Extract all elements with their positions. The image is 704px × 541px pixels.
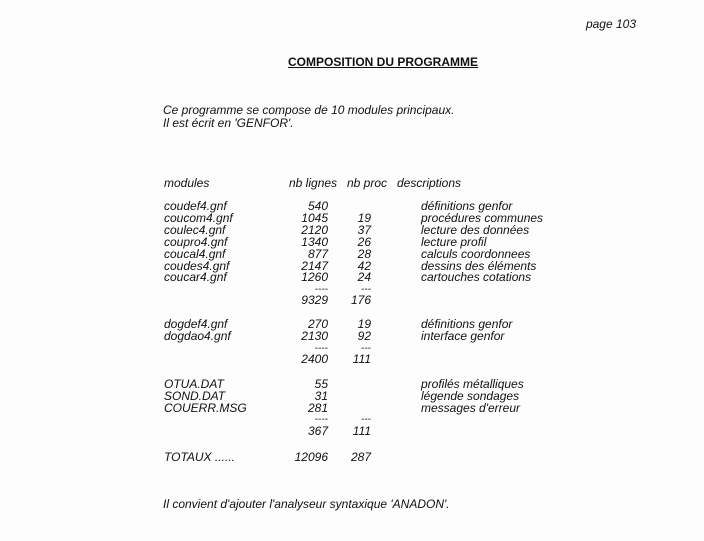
separator-dashes: ---: [361, 343, 371, 354]
module-description: définitions genfor: [421, 199, 513, 213]
subtotal-lines: 367: [307, 424, 328, 438]
line-count: 31: [314, 389, 328, 403]
module-description: dessins des éléments: [421, 259, 537, 273]
totals-proc: 287: [350, 450, 371, 464]
module-name: coulec4.gnf: [164, 223, 226, 237]
subtotal-proc: 111: [352, 424, 371, 438]
intro-line: Ce programme se compose de 10 modules principaux.: [163, 103, 455, 117]
header-nb-lignes: nb lignes: [289, 176, 338, 190]
module-name: dogdef4.gnf: [164, 317, 228, 331]
subtotal-proc: 111: [352, 352, 371, 366]
proc-count: 42: [357, 259, 371, 273]
proc-count: 19: [357, 211, 371, 225]
proc-count: 28: [357, 247, 371, 261]
module-name: coupro4.gnf: [164, 235, 228, 249]
module-name: COUERR.MSG: [164, 401, 247, 415]
module-name: coudef4.gnf: [164, 199, 227, 213]
proc-count: 24: [357, 270, 371, 284]
footer-note: Il convient d'ajouter l'analyseur syntaxique 'ANADON'.: [163, 497, 450, 511]
line-count: 2147: [301, 259, 328, 273]
module-name: OTUA.DAT: [164, 377, 224, 391]
subtotal-lines: 2400: [301, 352, 328, 366]
module-description: messages d'erreur: [421, 401, 520, 415]
intro-line: Il est écrit en 'GENFOR'.: [163, 116, 294, 130]
page-number: page 103: [585, 17, 636, 31]
separator-dashes: ----: [314, 414, 328, 425]
subtotal-lines: 9329: [301, 293, 328, 307]
module-description: lecture profil: [421, 235, 487, 249]
module-description: procédures communes: [421, 211, 544, 225]
totals-lines: 12096: [294, 450, 328, 464]
separator-dashes: ---: [361, 284, 371, 295]
line-count: 1340: [301, 235, 328, 249]
proc-count: 26: [357, 235, 371, 249]
subtotal-proc: 176: [350, 293, 371, 307]
separator-dashes: ---: [361, 414, 371, 425]
module-description: calculs coordonnees: [421, 247, 531, 261]
module-description: définitions genfor: [421, 317, 513, 331]
module-name: coucom4.gnf: [164, 211, 233, 225]
line-count: 2120: [301, 223, 328, 237]
line-count: 281: [307, 401, 328, 415]
proc-count: 19: [357, 317, 371, 331]
line-count: 1260: [301, 270, 328, 284]
module-description: légende sondages: [421, 389, 520, 403]
module-name: coucal4.gnf: [164, 247, 226, 261]
module-name: coucar4.gnf: [164, 270, 227, 284]
module-name: SOND.DAT: [164, 389, 226, 403]
header-descriptions: descriptions: [397, 176, 462, 190]
line-count: 540: [307, 199, 328, 213]
line-count: 55: [314, 377, 328, 391]
module-description: cartouches cotations: [421, 270, 532, 284]
line-count: 877: [307, 247, 328, 261]
separator-dashes: ----: [314, 284, 328, 295]
module-name: coudes4.gnf: [164, 259, 230, 273]
totals-label: TOTAUX ......: [164, 450, 235, 464]
line-count: 2130: [301, 329, 328, 343]
proc-count: 37: [357, 223, 371, 237]
header-nb-proc: nb proc: [347, 176, 388, 190]
module-description: interface genfor: [421, 329, 505, 343]
module-description: profilés métalliques: [421, 377, 524, 391]
header-modules: modules: [164, 176, 210, 190]
page-title: COMPOSITION DU PROGRAMME: [288, 55, 479, 69]
module-description: lecture des données: [421, 223, 530, 237]
line-count: 270: [307, 317, 328, 331]
module-name: dogdao4.gnf: [164, 329, 231, 343]
separator-dashes: ----: [314, 343, 328, 354]
intro-text: [163, 104, 454, 130]
line-count: 1045: [301, 211, 328, 225]
proc-count: 92: [357, 329, 371, 343]
